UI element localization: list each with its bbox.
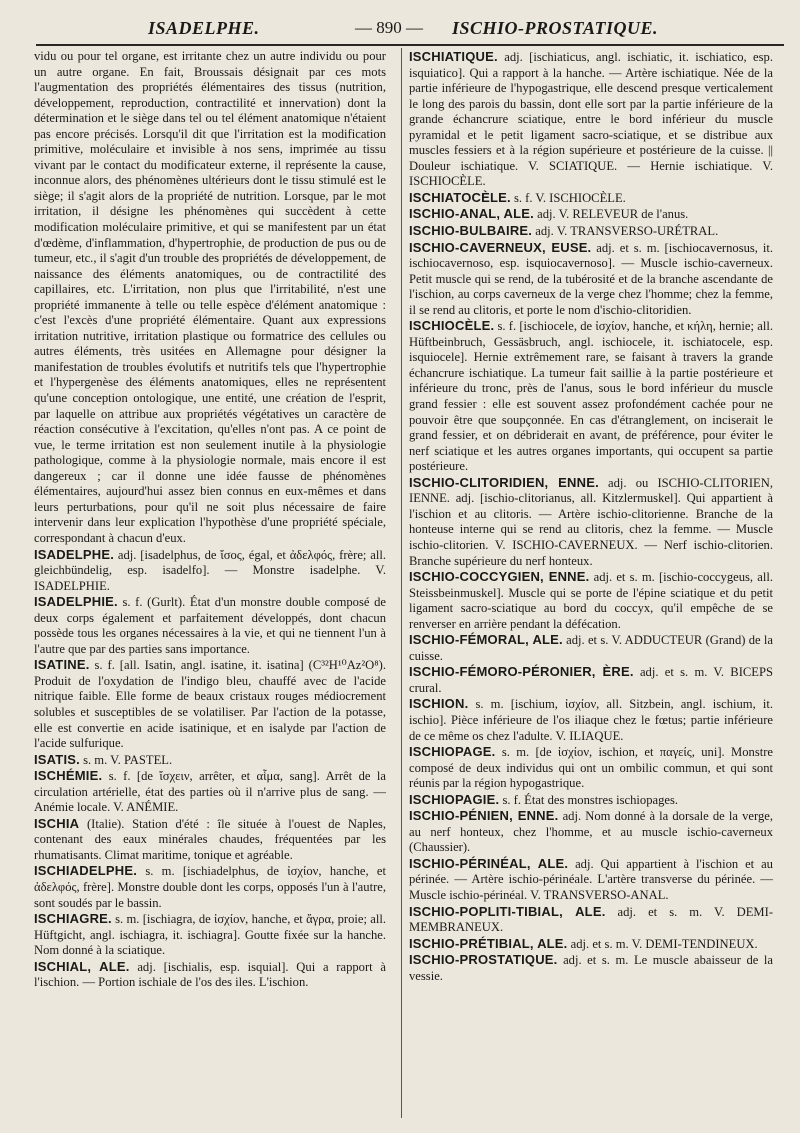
entry-continuation	[34, 49, 386, 547]
entry-definition: adj. [ischialis, esp. isquial]. Qui a rapport à l'ischion. — Portion ischiale de l'os des iles. L'ischion.	[34, 959, 386, 990]
entry-definition: adj. [isadelphus, de ἴσος, égal, et ἀδελφός, frère; all. gleichbündelig, esp. isadelfo]. — Monstre isadelphe. V. ISADELPHIE.	[34, 547, 387, 593]
dictionary-entry	[34, 594, 386, 657]
dictionary-entry	[409, 206, 773, 223]
dictionary-entry	[409, 856, 773, 904]
entry-headword: ISCHÉMIE.	[34, 768, 103, 784]
entry-definition: adj. et s. m. [ischiocavernosus, it. ischiocavernoso, esp. isquiocavernoso]. — Muscle ischio-caverneux. Petit muscle qui se rend, de la tubérosité et de la branche ascendante de l'ischion, au corps caverneux de la verge chez l'homme; chez la femme, il se rend au clitoris, et porte le nom d'ischio-clitoridien.	[409, 240, 773, 317]
entry-headword: ISADELPHE.	[34, 546, 115, 562]
dictionary-entry	[34, 816, 386, 864]
running-header	[0, 18, 800, 44]
entry-headword: ISCHIOPAGE.	[409, 744, 496, 760]
header-left-guide-word: ISADELPHE.	[148, 18, 260, 38]
dictionary-entry	[409, 190, 773, 207]
entry-definition: adj. V. RELEVEUR de l'anus.	[537, 207, 689, 222]
entry-headword: ISCHIO-FÉMORAL, ALE.	[409, 632, 563, 648]
dictionary-entry	[409, 664, 773, 696]
dictionary-entry	[409, 223, 773, 240]
entry-definition: adj. et s. m. V. DEMI-TENDINEUX.	[570, 936, 758, 951]
dictionary-entry	[409, 744, 773, 792]
dictionary-entry	[34, 959, 386, 991]
dictionary-entry	[34, 752, 386, 769]
dictionary-entry	[34, 768, 386, 816]
entry-definition: adj. et s. m. V. DEMI-MEMBRANEUX.	[409, 904, 774, 935]
dictionary-entry	[34, 911, 386, 959]
entry-headword: ISCHIAGRE.	[34, 911, 112, 927]
entry-headword: ISCHIO-CLITORIDIEN, ENNE.	[409, 474, 599, 490]
entry-definition: s. f. [de ἴσχειν, arrêter, et αἷμα, sang]. Arrêt de la circulation artérielle, état des parties où il n'arrive plus de sang. — Anémie locale. V. ANÉMIE.	[34, 769, 386, 815]
entry-definition: s. f. État des monstres ischiopages.	[502, 792, 679, 807]
entry-headword: ISATINE.	[34, 657, 90, 673]
entry-definition: adj. ou ISCHIO-CLITORIEN, IENNE. adj. [ischio-clitorianus, all. Kitzlermuskel]. Qui appartient à l'ischion et au clitoris. — Artère ischio-clitorienne. Branche de la honteuse interne qui se rend au clitoris, chez la femme. — Muscle ischio-clitorien. V. ISCHIO-CAVERNEUX. — Nerf ischio-clitorien. Branche supérieure du nerf honteux.	[409, 475, 773, 568]
entry-headword: ISADELPHIE.	[34, 594, 118, 610]
dictionary-entry	[409, 936, 773, 953]
dictionary-entry	[409, 696, 773, 744]
entry-definition: adj. et s. m. [ischio-coccygeus, all. Steissbeinmuskel]. Muscle qui se porte de l'épine sciatique et du petit ligament sacro-sciatique au bord du coccyx, qu'il empêche de se renverser en arrière pendant la défécation.	[409, 570, 773, 631]
entry-headword: ISCHIO-POPLITI-TIBIAL, ALE.	[409, 903, 606, 919]
entry-definition: adj. [ischiaticus, angl. ischiatic, it. ischiatico, esp. isquiatico]. Qui a rapport à la hanche. — Artère ischiatique. Née de la partie inférieure de l'hypogastrique, elle descend presque verticalement le long des parois du bassin, dont elle sort par la partie inférieure de la grande échancrure sciatique, entre le bord inférieur du muscle pyramidal et le petit ligament sacro-sciatique, et se distribue aux muscles fessiers et à la région supérieure et postérieure de la cuisse. || Douleur ischiatique. V. SCIATIQUE. — Hernie ischiatique. V. ISCHIOCÈLE.	[409, 50, 773, 189]
entry-headword: ISCHIADELPHE.	[34, 863, 138, 879]
column-divider	[401, 48, 402, 1118]
entry-headword: ISCHIO-CAVERNEUX, EUSE.	[409, 239, 592, 255]
entry-headword: ISCHIO-FÉMORO-PÉRONIER, ÈRE.	[409, 664, 634, 680]
entry-definition: adj. et s. m. Le muscle abaisseur de la vessie.	[409, 953, 774, 983]
right-column	[409, 49, 773, 984]
entry-definition: adj. Nom donné à la dorsale de la verge, au nerf honteux, chez l'homme, et au muscle ischio-caverneux (Chaussier).	[409, 809, 773, 855]
header-rule	[36, 44, 784, 46]
dictionary-entry	[409, 240, 773, 319]
entry-definition: vidu ou pour tel organe, est irritante chez un autre individu ou pour un autre organe. En fait, Broussais désignait par ces mots l'augmentation des propriétés élémentaires des tissus (nutrition, développement, reproduction, contractilité et innervation) dont la détermination et le siège dans tel ou tel élément anatomique n'étaient pas encore précisés. Lorsqu'il dit que l'irritation est la modification primitive, moléculaire et invisible à nos sens, imprimée au tissu vivant par le contact du modificateur externe, il représente la cause, inconnue alors, des phénomènes ultérieurs dont le tissu stimulé est le siège; il s'agit alors de la propriété de nutrition. Lorsque, par le mot irritation, il désigne les phénomènes qui succèdent à cette modification moléculaire primitive, et qui se manifestent par un état d'œdème, d'inflammation, d'hypertrophie, de production de pus ou de tumeur, etc., il s'agit d'un trouble des propriétés de développement, de naissance des éléments anatomiques, ou de contractilité des capillaires, etc. L'irritation, non plus que l'irritabilité, n'est une propriété immanente à telle ou telle espèce d'élément anatomique : c'est l'excès d'une propriété élémentaire. Quant aux expressions irritation nutritive, irritation plastique ou formatrice des cellules ou autres éléments, très usitées en Allemagne pour désigner la manifestation de troubles évolutifs et nutritifs tels que l'hypertrophie et l'hypergenèse des éléments anatomiques, elles ne représentent qu'une conception ontologique, une entité, une création de l'esprit, par laquelle on attribue aux propriétés végétatives un caractère de réaction consécutive à l'excitation, qu'elles n'ont pas. A ce point de vue, le terme irritation est non seulement inutile à la physiologie pathologique, comme à la physiologie normale, mais encore il est dangereux ; car il donne une idée fausse de phénomènes élémentaires, aujourd'hui assez bien connus en eux-mêmes et dans leurs perturbations, pour qu'il ne soit plus nécessaire de faire intervenir dans leur explication l'hypothèse d'une propriété spéciale, correspondant à chacun d'eux.	[34, 49, 386, 545]
entry-definition: s. m. [ischiadelphus, de ἰσχίον, hanche, et ἀδελφός, frère]. Monstre double dont les corps, opposés l'un à l'autre, sont soudés par le bassin.	[34, 864, 386, 910]
dictionary-entry	[34, 547, 386, 595]
header-right-guide-word: ISCHIO-PROSTATIQUE.	[452, 18, 659, 38]
entry-headword: ISCHIAL, ALE.	[34, 958, 130, 974]
entry-definition: s. m. V. PASTEL.	[83, 752, 173, 767]
entry-definition: s. f. [all. Isatin, angl. isatine, it. isatina] (C³²H¹⁰Az²O⁸). Produit de l'oxydation de l'indigo bleu, chauffé avec de l'acide nitrique faible. Elle forme de beaux cristaux rouges médiocrement solubles et susceptibles de se volatiliser. Par l'action de la potasse, elle est convertie en acide isatinique, et en isalyde par l'action de l'acide sulfurique.	[34, 658, 387, 751]
entry-definition: s. f. [ischiocele, de ἰσχίον, hanche, et κήλη, hernie; all. Hüftbeinbruch, Gessäsbruch, angl. ischiocele, it. ischiatocele, esp. isquiocele]. Hernie extrêmement rare, se faisant à travers la grande échancrure ischiatique. La tumeur fait saillie à la partie postérieure et inférieure du tronc, près de l'anus, sous le bord inférieur du muscle grand fessier : elle est souvent assez profondément cachée pour ne pouvoir être que soupçonnée. En cas d'étranglement, on inciserait le grand fessier, et on débriderait en avant, de préférence, pour éviter le nerf sciatique et les autres organes importants, qui occupent sa partie postérieure.	[409, 319, 773, 474]
dictionary-entry	[409, 904, 773, 936]
entry-headword: ISCHIO-BULBAIRE.	[409, 223, 533, 239]
entry-headword: ISCHIOPAGIE.	[409, 791, 500, 807]
entry-headword: ISATIS.	[34, 751, 80, 767]
entry-headword: ISCHIO-PÉNIEN, ENNE.	[409, 808, 559, 824]
entry-headword: ISCHIATOCÈLE.	[409, 189, 511, 205]
entry-definition: adj. et s. m. V. BICEPS crural.	[409, 665, 774, 695]
entry-headword: ISCHIA	[34, 815, 80, 831]
entry-definition: s. m. [de ἰσχίον, ischion, et παγείς, uni]. Monstre composé de deux individus qui ont un ombilic commun, et qui sont réunis par la région hypogastrique.	[409, 745, 774, 791]
dictionary-entry	[409, 49, 773, 190]
dictionary-entry	[409, 792, 773, 809]
dictionary-entry	[409, 569, 773, 632]
entry-definition: s. m. [ischium, ἰσχίον, all. Sitzbein, angl. ischium, it. ischio]. Pièce inférieure de l'os iliaque chez le fœtus; partie inférieure de ce même os chez l'adulte. V. ILIAQUE.	[409, 697, 773, 743]
entry-definition: adj. V. TRANSVERSO-URÉTRAL.	[535, 224, 719, 239]
dictionary-entry	[34, 863, 386, 911]
left-column	[34, 49, 386, 991]
entry-headword: ISCHIO-PROSTATIQUE.	[409, 952, 558, 968]
entry-headword: ISCHIO-PÉRINÉAL, ALE.	[409, 855, 569, 871]
entry-headword: ISCHION.	[409, 696, 469, 712]
dictionary-entry	[34, 657, 386, 751]
dictionary-entry	[409, 808, 773, 856]
entry-headword: ISCHIO-PRÉTIBIAL, ALE.	[409, 935, 568, 951]
page-number: — 890 —	[355, 18, 423, 37]
dictionary-entry	[409, 475, 773, 569]
dictionary-entry	[409, 318, 773, 474]
entry-definition: s. f. V. ISCHIOCÈLE.	[513, 190, 626, 205]
entry-definition: (Italie). Station d'été : île située à l'ouest de Naples, contenant des eaux minérales chaudes, fréquentées par les rhumatisants. Climat maritime, tonique et agréable.	[34, 816, 386, 862]
entry-definition: adj. Qui appartient à l'ischion et au périnée. — Artère ischio-périnéale. L'artère transverse du périnée. — Muscle ischio-périnéal. V. TRANSVERSO-ANAL.	[409, 856, 773, 902]
entry-definition: adj. et s. V. ADDUCTEUR (Grand) de la cuisse.	[409, 633, 773, 663]
entry-headword: ISCHIO-ANAL, ALE.	[409, 206, 534, 222]
entry-headword: ISCHIO-COCCYGIEN, ENNE.	[409, 569, 590, 585]
entry-headword: ISCHIOCÈLE.	[409, 318, 495, 334]
dictionary-entry	[409, 952, 773, 984]
entry-definition: s. f. (Gurlt). État d'un monstre double composé de deux corps également et parfaitement développés, dont chacun possède tous les organes nécessaires à la vie, et qui ne tiennent l'un à l'autre que par des parties sans importance.	[34, 595, 386, 656]
entry-definition: s. m. [ischiagra, de ἰσχίον, hanche, et ἄγρα, proie; all. Hüftgicht, angl. ischiagra, it. ischiagra]. Goutte fixée sur la hanche. Nom donné à la sciatique.	[34, 912, 386, 958]
dictionary-entry	[409, 632, 773, 664]
entry-headword: ISCHIATIQUE.	[409, 49, 498, 64]
